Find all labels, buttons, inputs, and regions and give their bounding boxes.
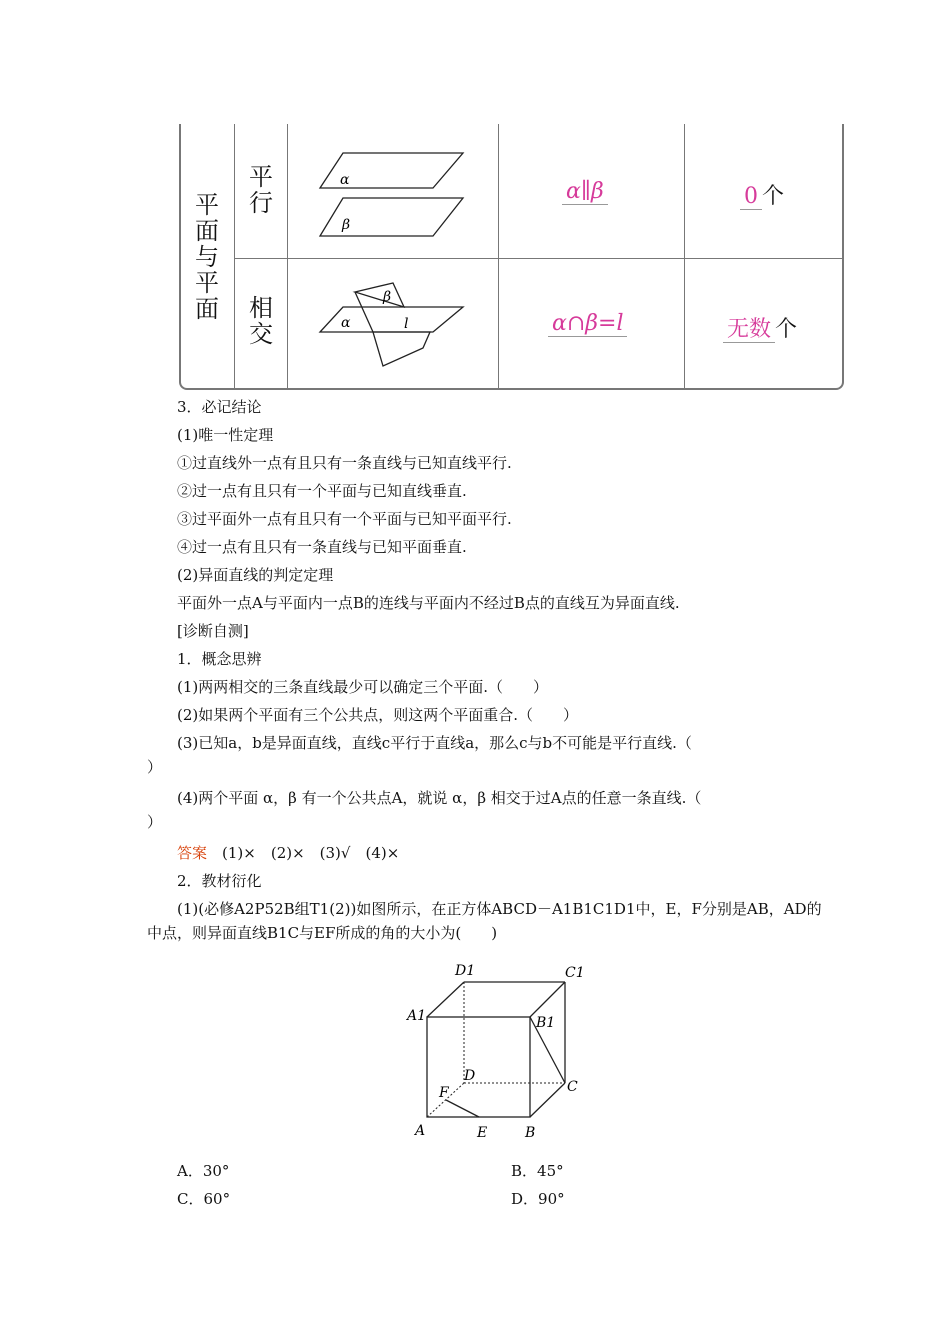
vertex-label: D1 bbox=[455, 963, 476, 979]
heading-conclusions: 3．必记结论 bbox=[177, 398, 262, 416]
question-item: (2)如果两个平面有三个公共点，则这两个平面重合.（ ） bbox=[177, 706, 579, 724]
count-intersect bbox=[723, 312, 797, 343]
text-line: ①过直线外一点有且只有一条直线与已知直线平行. bbox=[177, 454, 512, 472]
symbol-parallel: α∥β bbox=[562, 179, 608, 205]
table-divider bbox=[498, 124, 499, 389]
text-line: (1)唯一性定理 bbox=[177, 426, 274, 444]
count-unit: 个 bbox=[762, 184, 785, 209]
answer-line bbox=[177, 843, 399, 863]
question-wrap: ） bbox=[147, 758, 163, 776]
symbol-intersect: α∩β=l bbox=[548, 311, 627, 337]
text-line: ④过一点有且只有一条直线与已知平面垂直. bbox=[177, 538, 467, 556]
option-a[interactable]: A．30° bbox=[177, 1162, 230, 1180]
vertex-label: C1 bbox=[565, 965, 585, 981]
fig-label-beta: β bbox=[342, 217, 351, 233]
vertex-label: C bbox=[567, 1079, 578, 1095]
vertex-label: D bbox=[464, 1068, 476, 1084]
vertex-label: F bbox=[439, 1085, 449, 1101]
relation-intersect: 相 交 bbox=[249, 294, 273, 348]
vertex-label: A bbox=[415, 1123, 426, 1139]
option-b[interactable]: B．45° bbox=[511, 1162, 564, 1180]
text-line: ②过一点有且只有一个平面与已知直线垂直. bbox=[177, 482, 467, 500]
fig-label-l: l bbox=[404, 316, 409, 332]
parallel-planes-figure bbox=[288, 140, 498, 250]
vertex-label: B bbox=[525, 1125, 536, 1141]
count-parallel bbox=[740, 179, 784, 210]
question-item: (1)两两相交的三条直线最少可以确定三个平面.（ ） bbox=[177, 678, 549, 696]
question-item: (4)两个平面 α，β 有一个公共点A，就说 α，β 相交于过A点的任意一条直线.（ bbox=[177, 789, 702, 807]
option-d[interactable]: D．90° bbox=[511, 1190, 565, 1208]
count-value: 无数 bbox=[723, 317, 775, 343]
question-wrap: ） bbox=[147, 813, 163, 831]
section-heading: [诊断自测] bbox=[177, 622, 249, 640]
problem-text: 中点，则异面直线B1C与EF所成的角的大小为( ) bbox=[147, 924, 498, 942]
vertex-label: A1 bbox=[407, 1008, 427, 1024]
option-c[interactable]: C．60° bbox=[177, 1190, 231, 1208]
text-line: (2)异面直线的判定定理 bbox=[177, 566, 334, 584]
answer-label: 答案 bbox=[177, 844, 208, 862]
fig-label-alpha: α bbox=[340, 172, 350, 188]
count-unit: 个 bbox=[775, 317, 798, 342]
count-value: 0 bbox=[740, 184, 762, 210]
cube-figure bbox=[395, 955, 595, 1150]
text-line: ③过平面外一点有且只有一个平面与已知平面平行. bbox=[177, 510, 512, 528]
fig-label-beta: β bbox=[383, 289, 392, 305]
fig-label-alpha: α bbox=[341, 315, 351, 331]
vertex-label: B1 bbox=[536, 1015, 556, 1031]
table-divider bbox=[234, 124, 235, 389]
text-line: 1．概念思辨 bbox=[177, 650, 262, 668]
group-label: 平 面 与 平 面 bbox=[195, 191, 219, 323]
answer-text: (1)× (2)× (3)√ (4)× bbox=[222, 844, 400, 862]
relation-parallel: 平 行 bbox=[249, 163, 273, 217]
table-divider bbox=[684, 124, 685, 389]
relation-table bbox=[179, 124, 844, 390]
table-row-divider bbox=[234, 258, 844, 259]
question-item: (3)已知a，b是异面直线，直线c平行于直线a，那么c与b不可能是平行直线.（ bbox=[177, 734, 692, 752]
vertex-label: E bbox=[477, 1125, 488, 1141]
text-line: 平面外一点A与平面内一点B的连线与平面内不经过B点的直线互为异面直线. bbox=[177, 594, 680, 612]
problem-text: (1)(必修A2P52B组T1(2))如图所示，在正方体ABCD－A1B1C1D1中，E，F分别是AB，AD的 bbox=[177, 900, 822, 918]
section-heading: 2．教材衍化 bbox=[177, 872, 262, 890]
intersecting-planes-figure bbox=[288, 270, 498, 380]
